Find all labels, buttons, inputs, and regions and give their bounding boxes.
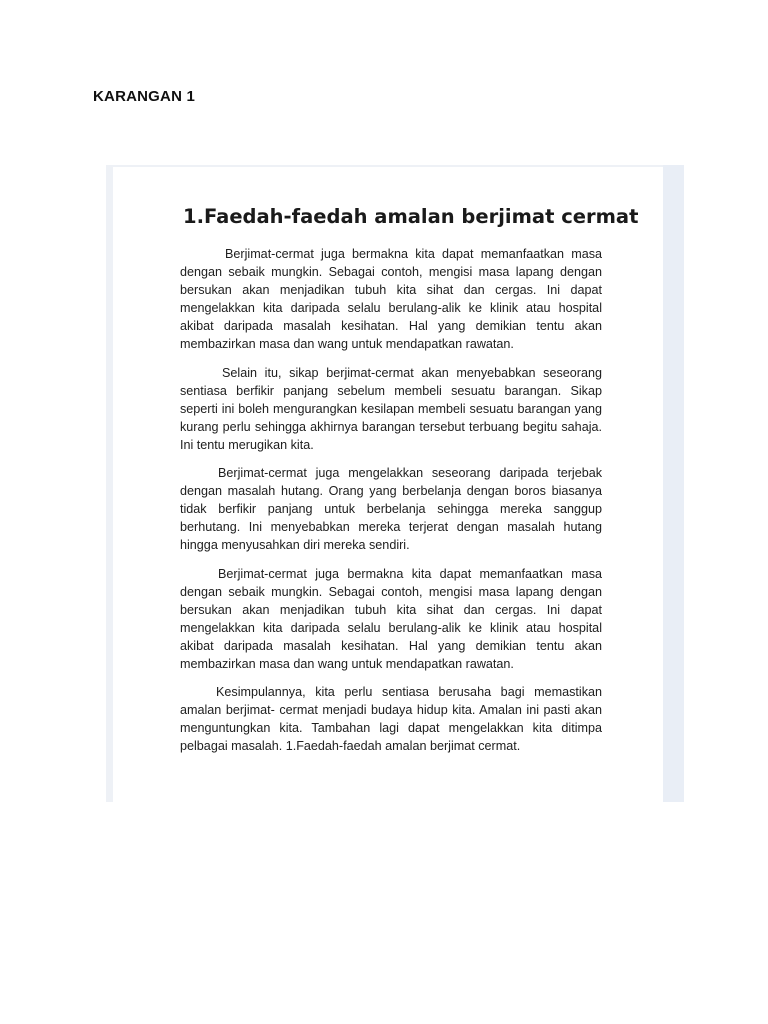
- document-body: [180, 245, 602, 765]
- scanned-sheet: [113, 167, 663, 802]
- scanned-document-image: [106, 165, 684, 802]
- scan-edge-shadow: [663, 165, 684, 802]
- page-heading: KARANGAN 1: [93, 88, 196, 105]
- paragraph-4: Berjimat-cermat juga bermakna kita dapat memanfaatkan masa dengan sebaik mungkin. Sebagai contoh, mengisi masa lapang dengan bersukan akan menjadikan tubuh kita sihat dan cergas. Ini dapat mengelakkan kita daripada selalu berulang-alik ke klinik atau hospital akibat daripada masalah kesihatan. Hal yang demikian tentu akan membazirkan masa dan wang untuk mendapatkan rawatan.: [180, 566, 602, 671]
- paragraph-3: Berjimat-cermat juga mengelakkan seseorang daripada terjebak dengan masalah hutang. Orang yang berbelanja dengan boros biasanya tidak berfikir panjang untuk berbelanja sehingga mereka sanggup berhutang. Ini menyebabkan mereka terjerat dengan masalah hutang hingga menyusahkan diri mereka sendiri.: [180, 466, 602, 553]
- paragraph-5: Kesimpulannya, kita perlu sentiasa berusaha bagi memastikan amalan berjimat- cermat menjadi budaya hidup kita. Amalan ini pasti akan menguntungkan kita. Tambahan lagi dapat mengelakkan kita ditimpa pelbagai masalah. 1.Faedah-faedah amalan berjimat cermat.: [180, 685, 602, 754]
- paragraph-2: Selain itu, sikap berjimat-cermat akan menyebabkan seseorang sentiasa berfikir panjang sebelum membeli sesuatu barangan. Sikap seperti ini boleh mengurangkan kesilapan membeli sesuatu barangan yang kurang perlu sehingga akhirnya barangan tersebut terbuang begitu sahaja. Ini tentu merugikan kita.: [180, 365, 602, 452]
- document-title: 1.Faedah-faedah amalan berjimat cermat: [183, 205, 639, 228]
- paragraph-1: Berjimat-cermat juga bermakna kita dapat memanfaatkan masa dengan sebaik mungkin. Sebagai contoh, mengisi masa lapang dengan bersukan akan menjadikan tubuh kita sihat dan cergas. Ini dapat mengelakkan kita daripada selalu berulang-alik ke klinik atau hospital akibat daripada masalah kesihatan. Hal yang demikian tentu akan membazirkan masa dan wang untuk mendapatkan rawatan.: [180, 247, 602, 352]
